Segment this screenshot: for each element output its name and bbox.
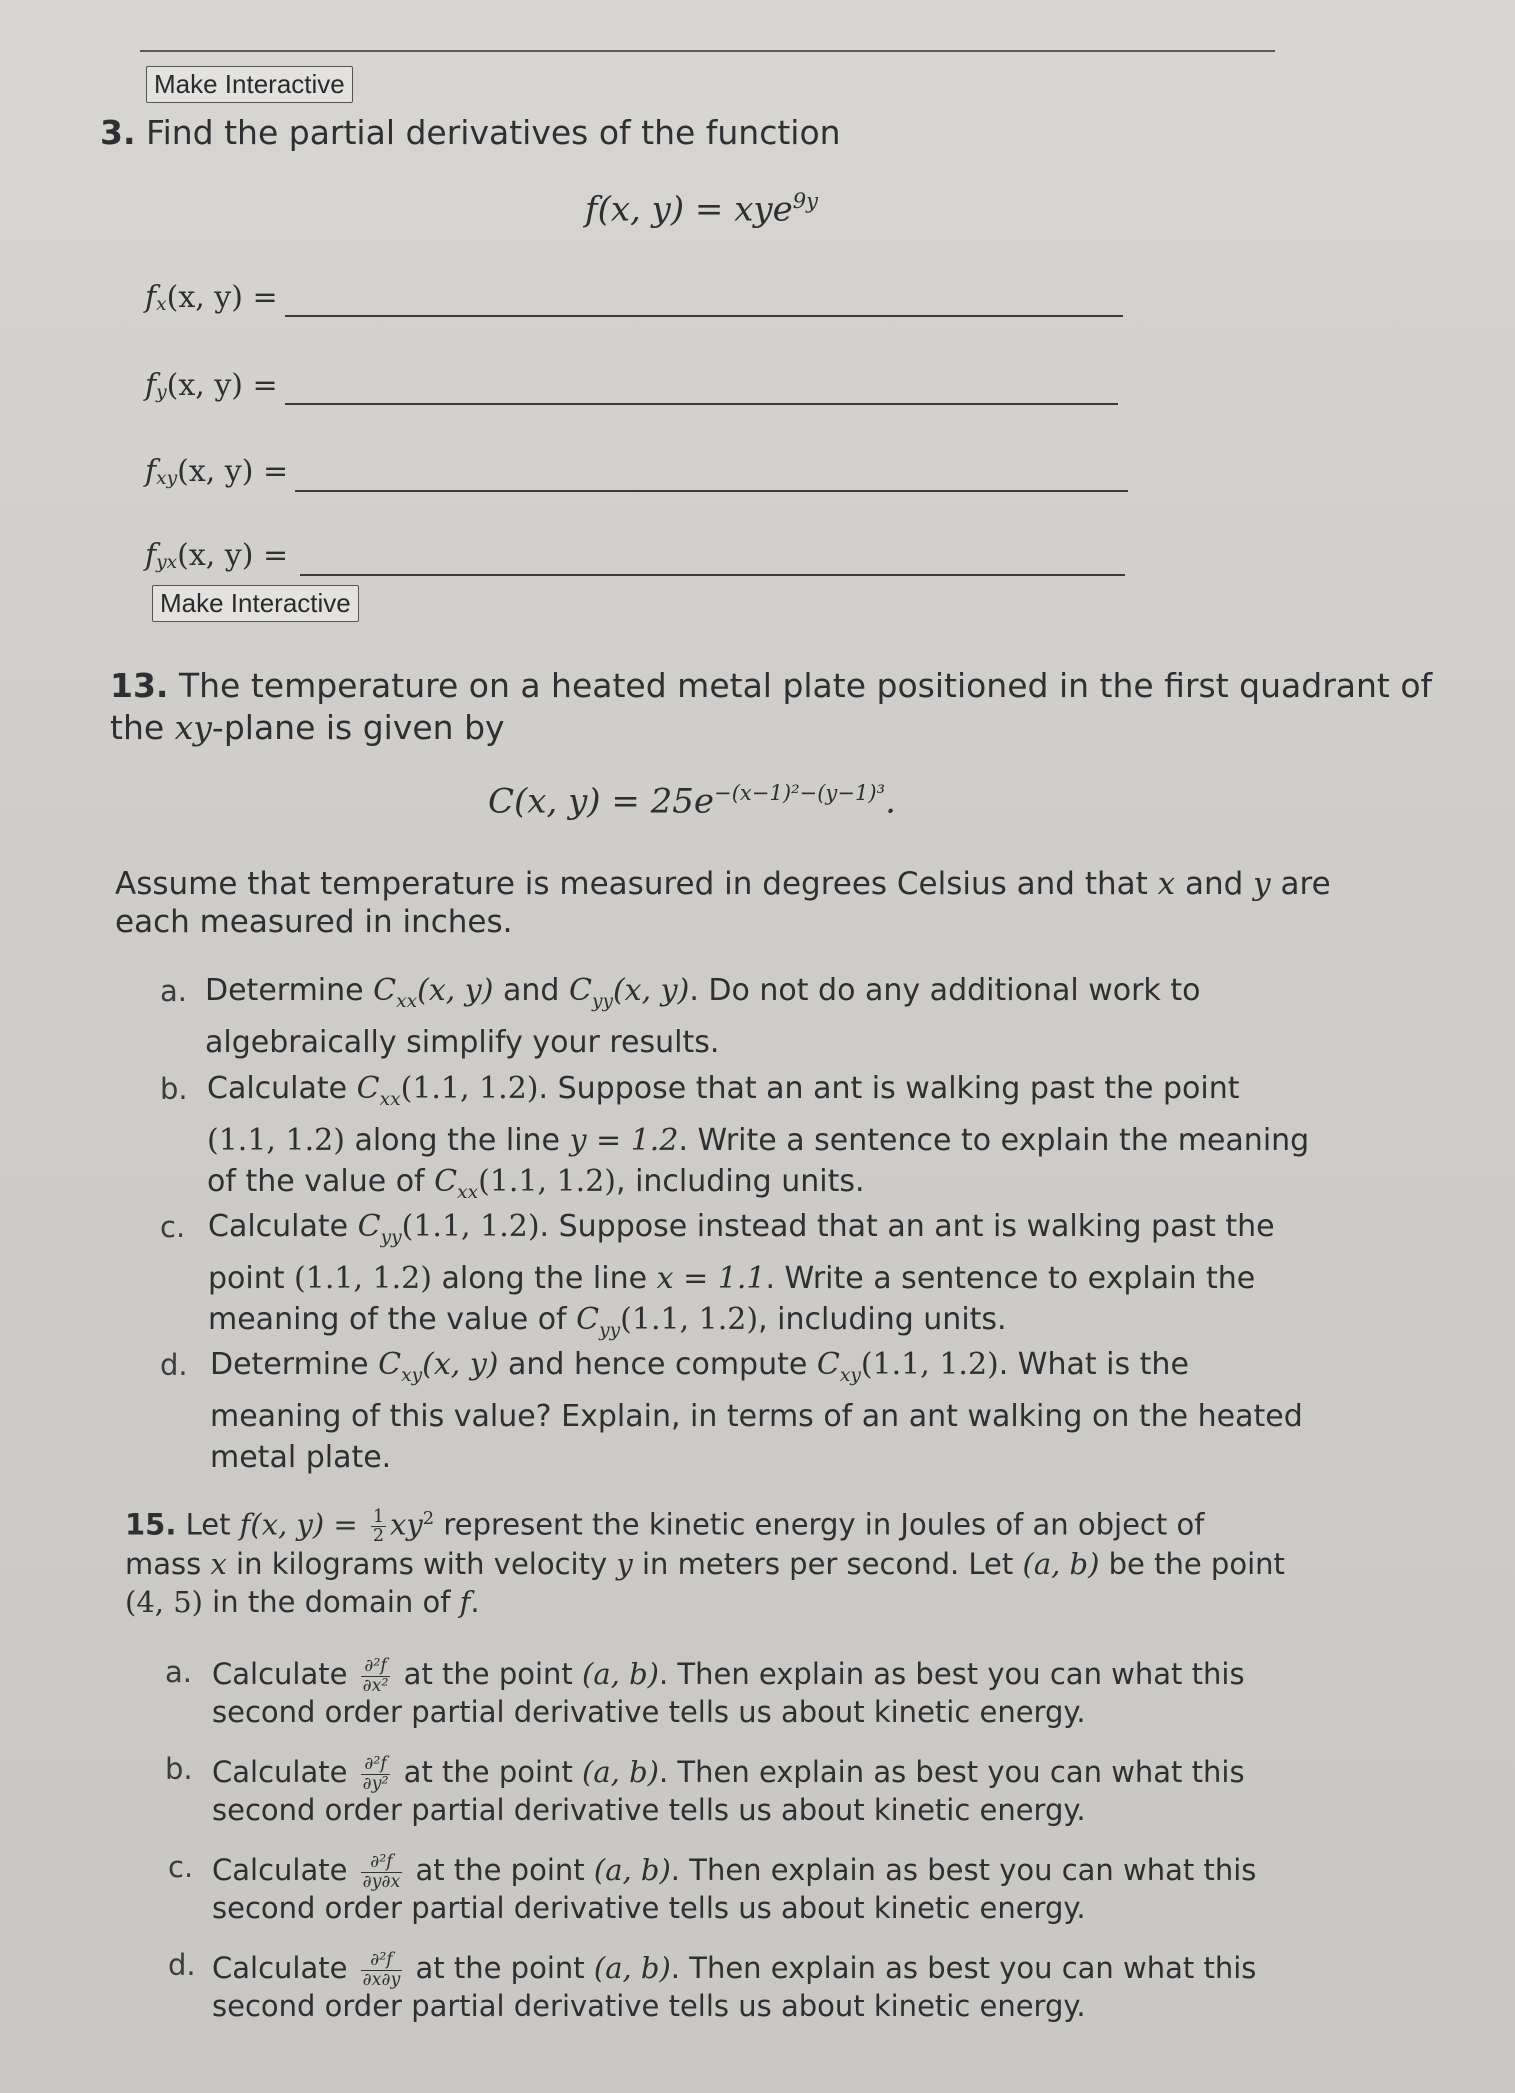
- answer-input-fx[interactable]: [285, 315, 1123, 317]
- text: at the point: [406, 1951, 594, 1985]
- math-sub: yy: [591, 991, 613, 1012]
- item-letter: d.: [160, 1348, 188, 1382]
- text: Determine: [205, 973, 374, 1008]
- function-exponent: 9y: [792, 188, 819, 213]
- item-letter: b.: [165, 1752, 193, 1786]
- answer-args: (x, y) =: [166, 280, 278, 315]
- problem-13-intro: [110, 665, 1432, 749]
- text: .: [470, 1585, 480, 1620]
- text: in the domain of: [202, 1585, 460, 1620]
- function-equation: [585, 188, 818, 229]
- text: are: [1270, 866, 1331, 902]
- math-args: (1.1, 1.2): [478, 1164, 617, 1199]
- text: along the line: [344, 1123, 570, 1158]
- answer-label: f: [145, 454, 157, 489]
- math-exp: 2: [422, 1508, 435, 1529]
- math-var: y: [616, 1547, 633, 1582]
- problem-13d: [210, 1344, 1303, 1478]
- problem-15d: [212, 1946, 1256, 2028]
- problem-text: The temperature on a heated metal plate positioned in the first quadrant of: [178, 666, 1433, 705]
- text: mass: [125, 1547, 211, 1582]
- math-sub: xx: [457, 1182, 479, 1203]
- frac-den: ∂x²: [362, 1675, 389, 1696]
- math-var: f: [459, 1585, 471, 1620]
- text: in meters per second. Let: [632, 1547, 1023, 1582]
- frac-den: ∂y²: [362, 1773, 389, 1794]
- problem-number: 3.: [100, 113, 136, 152]
- answer-input-fyx[interactable]: [300, 574, 1125, 576]
- math-sub: yy: [380, 1227, 402, 1248]
- item-letter: b.: [160, 1072, 188, 1106]
- problem-15-intro: [125, 1500, 1285, 1621]
- math-var: C: [568, 973, 592, 1008]
- problem-15c: [212, 1848, 1256, 1930]
- math-point: (a, b): [593, 1951, 671, 1985]
- problem-text: -plane is given by: [211, 708, 505, 747]
- answer-subscript: y: [156, 382, 167, 403]
- math-args: (x, y): [612, 973, 690, 1008]
- answer-row-fy: [145, 368, 278, 403]
- answer-label: f: [145, 368, 157, 403]
- text: of the value of: [207, 1164, 435, 1199]
- frac-num: ∂²f: [361, 1951, 403, 1970]
- text: Calculate: [212, 1657, 348, 1691]
- math-var: C: [356, 1071, 380, 1106]
- text: meaning of the value of: [208, 1302, 577, 1337]
- math-point: (a, b): [582, 1657, 659, 1691]
- math-point: (a, b): [593, 1853, 671, 1887]
- problem-15b: [212, 1750, 1245, 1832]
- math-point: (1.1, 1.2): [294, 1261, 432, 1296]
- text: . Suppose that an ant is walking past the point: [538, 1071, 1240, 1106]
- text: Let: [176, 1507, 240, 1542]
- frac-num: ∂²f: [361, 1755, 391, 1774]
- answer-args: (x, y) =: [177, 538, 289, 573]
- text: meaning of this value? Explain, in terms of an ant walking on the heated: [210, 1399, 1303, 1434]
- text: and: [1175, 866, 1254, 902]
- text: and hence compute: [498, 1347, 817, 1382]
- text: second order partial derivative tells us about kinetic energy.: [212, 1891, 1086, 1925]
- answer-args: (x, y) =: [177, 454, 289, 489]
- text: second order partial derivative tells us about kinetic energy.: [212, 1695, 1086, 1729]
- math-point: (4, 5): [125, 1585, 203, 1620]
- math-var: C: [378, 1347, 402, 1382]
- text: along the line: [431, 1261, 657, 1296]
- math-var: x: [1157, 866, 1176, 902]
- frac-num: 1: [372, 1506, 385, 1527]
- answer-subscript: yx: [156, 552, 178, 573]
- text: at the point: [394, 1657, 583, 1691]
- problem-text: the: [110, 708, 175, 747]
- text: . Then explain as best you can what this: [670, 1853, 1257, 1887]
- math-point: (a, b): [1022, 1547, 1100, 1582]
- math-func: f(x, y) =: [239, 1507, 367, 1542]
- text: point: [208, 1261, 295, 1296]
- answer-row-fyx: [145, 538, 288, 573]
- text: Calculate: [207, 1071, 357, 1106]
- math-var: xy: [174, 708, 212, 747]
- math-var: y: [1253, 866, 1271, 902]
- item-letter: c.: [160, 1210, 186, 1244]
- text: at the point: [394, 1755, 583, 1789]
- math-eq: y = 1.2: [569, 1123, 679, 1158]
- answer-input-fy[interactable]: [285, 403, 1118, 405]
- text: and: [493, 973, 569, 1008]
- math-point: (1.1, 1.2): [207, 1123, 345, 1158]
- frac-den: ∂y∂x: [362, 1871, 401, 1892]
- answer-label: f: [145, 538, 157, 573]
- answer-input-fxy[interactable]: [295, 490, 1128, 492]
- math-var: C: [434, 1164, 458, 1199]
- math-var: C: [357, 1209, 381, 1244]
- math-args: (1.1, 1.2): [400, 1071, 539, 1106]
- math-sub: xx: [379, 1089, 401, 1110]
- answer-row-fxy: [145, 454, 288, 489]
- text: Calculate: [208, 1209, 358, 1244]
- text: Assume that temperature is measured in degrees Celsius and that: [115, 866, 1158, 902]
- text: , including units.: [758, 1302, 1007, 1337]
- problem-13a: [205, 970, 1200, 1063]
- text: at the point: [406, 1853, 594, 1887]
- assumption-text: [115, 865, 1331, 941]
- frac-num: ∂²f: [361, 1657, 391, 1676]
- text: . Then explain as best you can what this: [658, 1755, 1245, 1789]
- text: . Do not do any additional work to: [689, 973, 1201, 1008]
- text: second order partial derivative tells us about kinetic energy.: [212, 1989, 1086, 2023]
- frac-num: ∂²f: [361, 1853, 403, 1872]
- math-sub: xy: [839, 1365, 861, 1386]
- text: . What is the: [998, 1347, 1189, 1382]
- math-sub: xy: [401, 1365, 423, 1386]
- math-eq: x = 1.1: [656, 1261, 766, 1296]
- math-args: (1.1, 1.2): [620, 1302, 759, 1337]
- function-lhs: f(x, y) = xye: [585, 189, 793, 230]
- math-point: (a, b): [582, 1755, 659, 1789]
- text: second order partial derivative tells us about kinetic energy.: [212, 1793, 1086, 1827]
- text: . Suppose instead that an ant is walking past the: [539, 1209, 1275, 1244]
- math-args: (x, y): [422, 1347, 499, 1382]
- text: . Write a sentence to explain the: [765, 1261, 1256, 1296]
- problem-number: 15.: [125, 1507, 177, 1542]
- text: metal plate.: [210, 1440, 392, 1475]
- text: . Then explain as best you can what this: [670, 1951, 1257, 1985]
- item-letter: a.: [160, 974, 187, 1008]
- answer-row-fx: [145, 280, 278, 315]
- problem-13c: [208, 1206, 1275, 1351]
- math-args: (1.1, 1.2): [860, 1347, 999, 1382]
- problem-13b: [207, 1068, 1309, 1213]
- make-interactive-button[interactable]: Make Interactive: [146, 66, 353, 103]
- math-var: C: [816, 1347, 840, 1382]
- text: represent the kinetic energy in Joules of an object of: [434, 1507, 1205, 1542]
- text: algebraically simplify your results.: [205, 1025, 720, 1060]
- math-var: C: [373, 973, 397, 1008]
- temperature-equation: [488, 780, 896, 821]
- equation-lhs: C(x, y) = 25e: [488, 781, 715, 822]
- equation-exponent: −(x−1)²−(y−1)³: [714, 780, 886, 805]
- answer-subscript: x: [156, 294, 167, 315]
- text: in kilograms with velocity: [226, 1547, 617, 1582]
- math-args: (x, y): [417, 973, 494, 1008]
- text: Calculate: [212, 1853, 348, 1887]
- problem-number: 13.: [110, 666, 169, 705]
- half-fraction: [371, 1508, 386, 1546]
- answer-args: (x, y) =: [166, 368, 278, 403]
- text: Calculate: [212, 1951, 348, 1985]
- equation-end: .: [885, 781, 896, 822]
- math-sub: yy: [599, 1320, 621, 1341]
- answer-label: f: [145, 280, 157, 315]
- text: . Then explain as best you can what this: [658, 1657, 1245, 1691]
- text: each measured in inches.: [115, 904, 513, 940]
- problem-15a: [212, 1652, 1245, 1734]
- problem-3-prompt: [100, 112, 841, 154]
- text: Determine: [210, 1347, 379, 1382]
- item-letter: c.: [168, 1850, 194, 1884]
- math-args: (1.1, 1.2): [401, 1209, 540, 1244]
- text: Calculate: [212, 1755, 348, 1789]
- problem-text: Find the partial derivatives of the function: [146, 113, 841, 152]
- frac-den: 2: [372, 1526, 385, 1547]
- make-interactive-button[interactable]: Make Interactive: [152, 585, 359, 622]
- item-letter: a.: [165, 1655, 192, 1689]
- math-var: C: [576, 1302, 600, 1337]
- item-letter: d.: [168, 1948, 196, 1982]
- answer-subscript: xy: [156, 468, 178, 489]
- text: , including units.: [616, 1164, 865, 1199]
- math-var: xy: [390, 1507, 423, 1542]
- math-var: x: [210, 1547, 227, 1582]
- top-divider: [140, 50, 1275, 52]
- frac-den: ∂x∂y: [362, 1969, 401, 1990]
- math-sub: xx: [396, 991, 418, 1012]
- text: . Write a sentence to explain the meaning: [678, 1123, 1310, 1158]
- text: be the point: [1099, 1547, 1285, 1582]
